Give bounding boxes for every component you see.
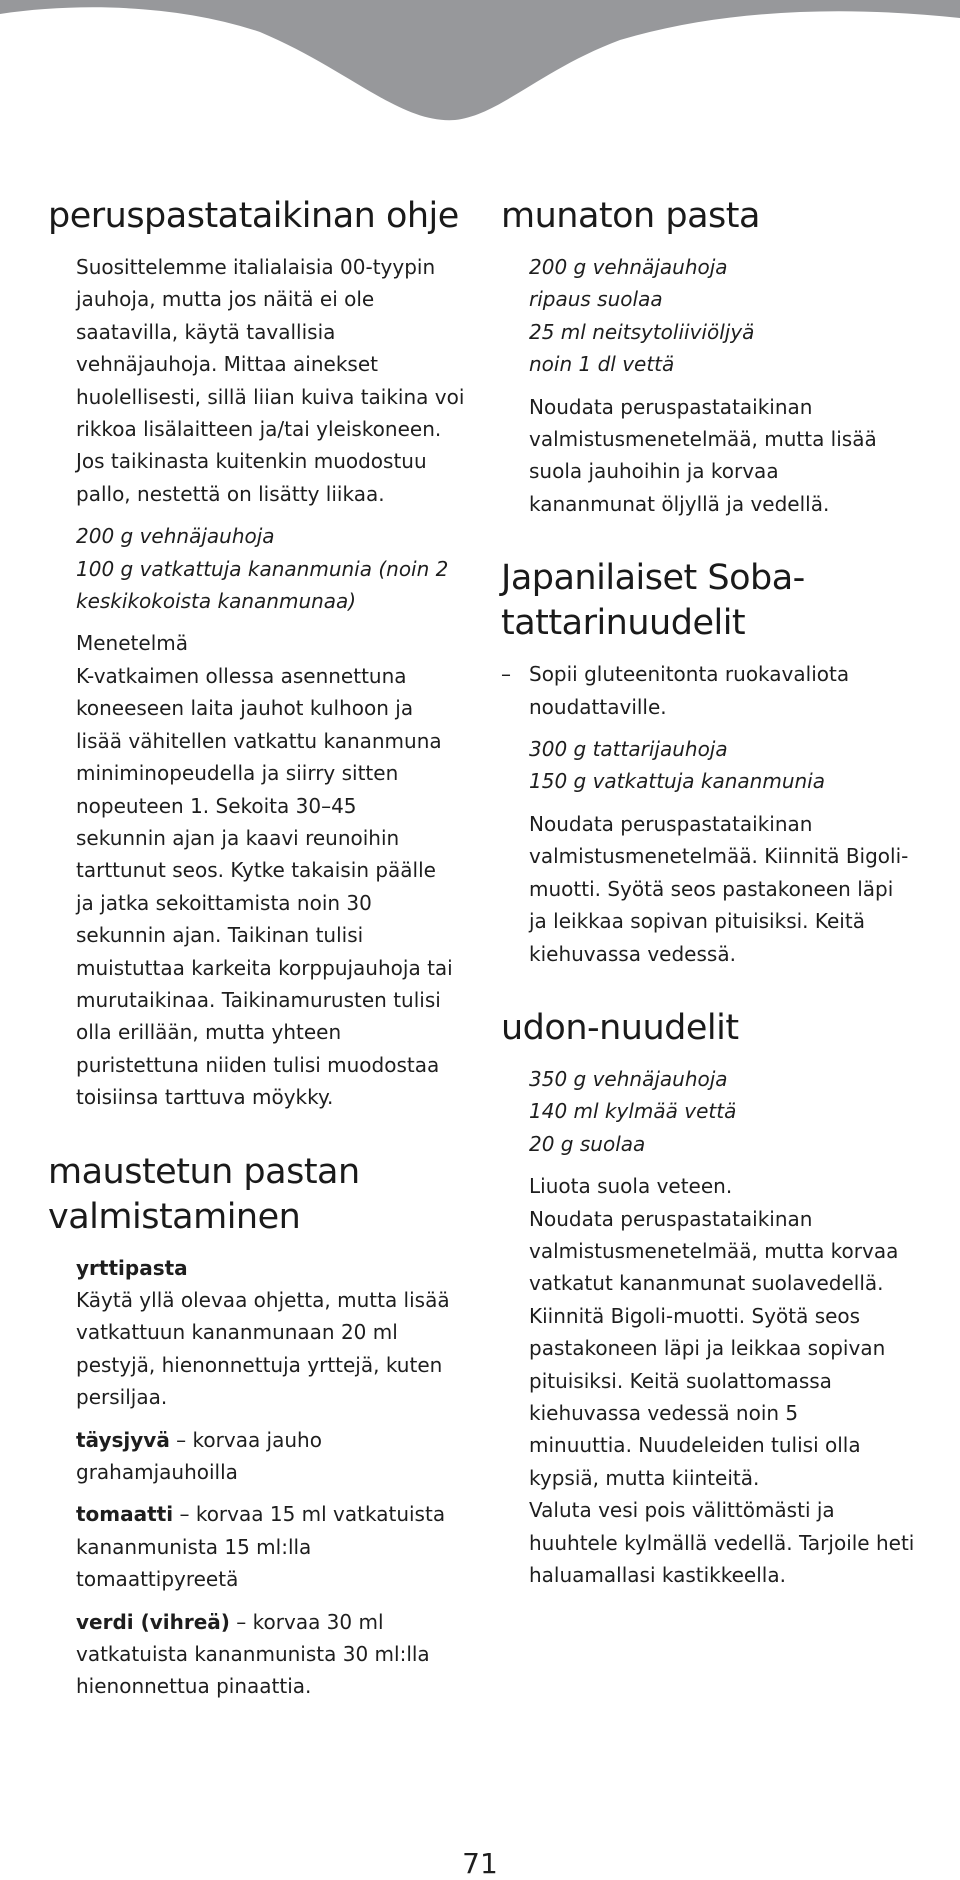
wholegrain-label: täysjyvä	[76, 1427, 170, 1452]
herb-pasta-label: yrttipasta	[76, 1255, 188, 1280]
eggless-method: Noudata peruspastataikinan valmistusmenetelmää, mutta lisää suola jauhoihin ja korvaa kananmunat öljyllä ja vedellä.	[529, 394, 877, 516]
method-label: Menetelmä	[76, 631, 188, 656]
eggless-ingredients: 200 g vehnäjauhoja ripaus suolaa 25 ml neitsytoliiviöljyä noin 1 dl vettä	[529, 255, 755, 377]
soba-note: – Sopii gluteenitonta ruokavaliota noudattaville.	[501, 658, 931, 723]
basic-dough-method: Menetelmä K-vatkaimen ollessa asennettuna koneeseen laita jauhot kulhoon ja lisää vähitellen vatkattu kananmuna miniminopeudella ja siirry sitten nopeuteen 1. Sekoita 30–45 sekunnin ajan ja kaavi reunoihin tarttunut seos. Kytke takaisin päälle ja jatka sekoittamista noin 30 sekunnin ajan. Taikinan tulisi muistuttaa karkeita korppujauhoja tai murutaikinaa. Taikinamurusten tulisi olla erillään, mutta yhteen puristettuna niiden tulisi muodostaa toisiinsa tarttuva möykky.	[76, 631, 453, 1110]
verdi-label: verdi (vihreä)	[76, 1609, 230, 1634]
page-number: 71	[462, 1847, 498, 1880]
soba-method: Noudata peruspastataikinan valmistusmenetelmää. Kiinnitä Bigoli- muotti. Syötä seos pastakoneen läpi ja leikkaa sopivan pituisiksi. Keitä kiehuvassa vedessä.	[529, 811, 909, 966]
wholegrain-item: täysjyvä – korvaa jauho grahamjauhoilla	[76, 1427, 322, 1484]
header-wave-decoration	[0, 0, 960, 135]
basic-dough-ingredients: 200 g vehnäjauhoja 100 g vatkattuja kananmunia (noin 2 keskikokoista kananmunaa)	[76, 524, 449, 614]
section-title-basic-dough: peruspastataikinan ohje	[48, 196, 459, 236]
eggless-pasta-body	[529, 251, 931, 520]
basic-dough-body	[76, 251, 488, 1114]
udon-body	[529, 1063, 931, 1592]
tomato-item: tomaatti – korvaa 15 ml vatkatuista kananmunista 15 ml:lla tomaattipyreetä	[76, 1502, 446, 1592]
section-title-eggless-pasta: munaton pasta	[501, 196, 760, 236]
udon-method: Liuota suola veteen. Noudata peruspastataikinan valmistusmenetelmää, mutta korvaa vatkatut kananmunat suolavedellä. Kiinnitä Bigoli-muotti. Syötä seos pastakoneen läpi ja leikkaa sopivan pituisiksi. Keitä suolattomassa kiehuvassa vedessä noin 5 minuuttia. Nuudeleiden tulisi olla kypsiä, mutta kiinteitä. Valuta vesi pois välittömästi ja huuhtele kylmällä vedellä. Tarjoile heti haluamallasi kastikkeella.	[529, 1174, 915, 1587]
tomato-label: tomaatti	[76, 1502, 174, 1527]
soba-ingredients: 300 g tattarijauhoja 150 g vatkattuja kananmunia	[529, 737, 825, 794]
verdi-item: verdi (vihreä) – korvaa 30 ml vatkatuista kananmunista 30 ml:lla hienonnettua pinaattia.	[76, 1609, 430, 1699]
soba-body	[529, 733, 931, 970]
flavoured-pasta-body	[76, 1252, 488, 1703]
udon-ingredients: 350 g vehnäjauhoja 140 ml kylmää vettä 20 g suolaa	[529, 1066, 737, 1156]
section-title-flavoured-pasta: maustetun pastan valmistaminen	[48, 1151, 360, 1237]
left-column	[48, 194, 488, 1713]
right-column	[501, 194, 931, 1601]
section-title-udon: udon-nuudelit	[501, 1007, 739, 1048]
dash-mark: –	[501, 662, 511, 687]
basic-dough-intro: Suosittelemme italialaisia 00-tyypin jauhoja, mutta jos näitä ei ole saatavilla, käytä tavallisia vehnäjauhoja. Mittaa ainekset huolellisesti, sillä liian kuiva taikina voi rikkoa lisälaitteen ja/tai yleiskoneen. Jos taikinasta kuitenkin muodostuu pallo, nestettä on lisätty liikaa.	[76, 255, 465, 506]
herb-pasta-item: yrttipasta Käytä yllä olevaa ohjetta, mutta lisää vatkattuun kananmunaan 20 ml pestyjä, hienonnettuja yrttejä, kuten persiljaa.	[76, 1255, 450, 1410]
section-title-soba: Japanilaiset Soba- tattarinuudelit	[501, 558, 805, 644]
